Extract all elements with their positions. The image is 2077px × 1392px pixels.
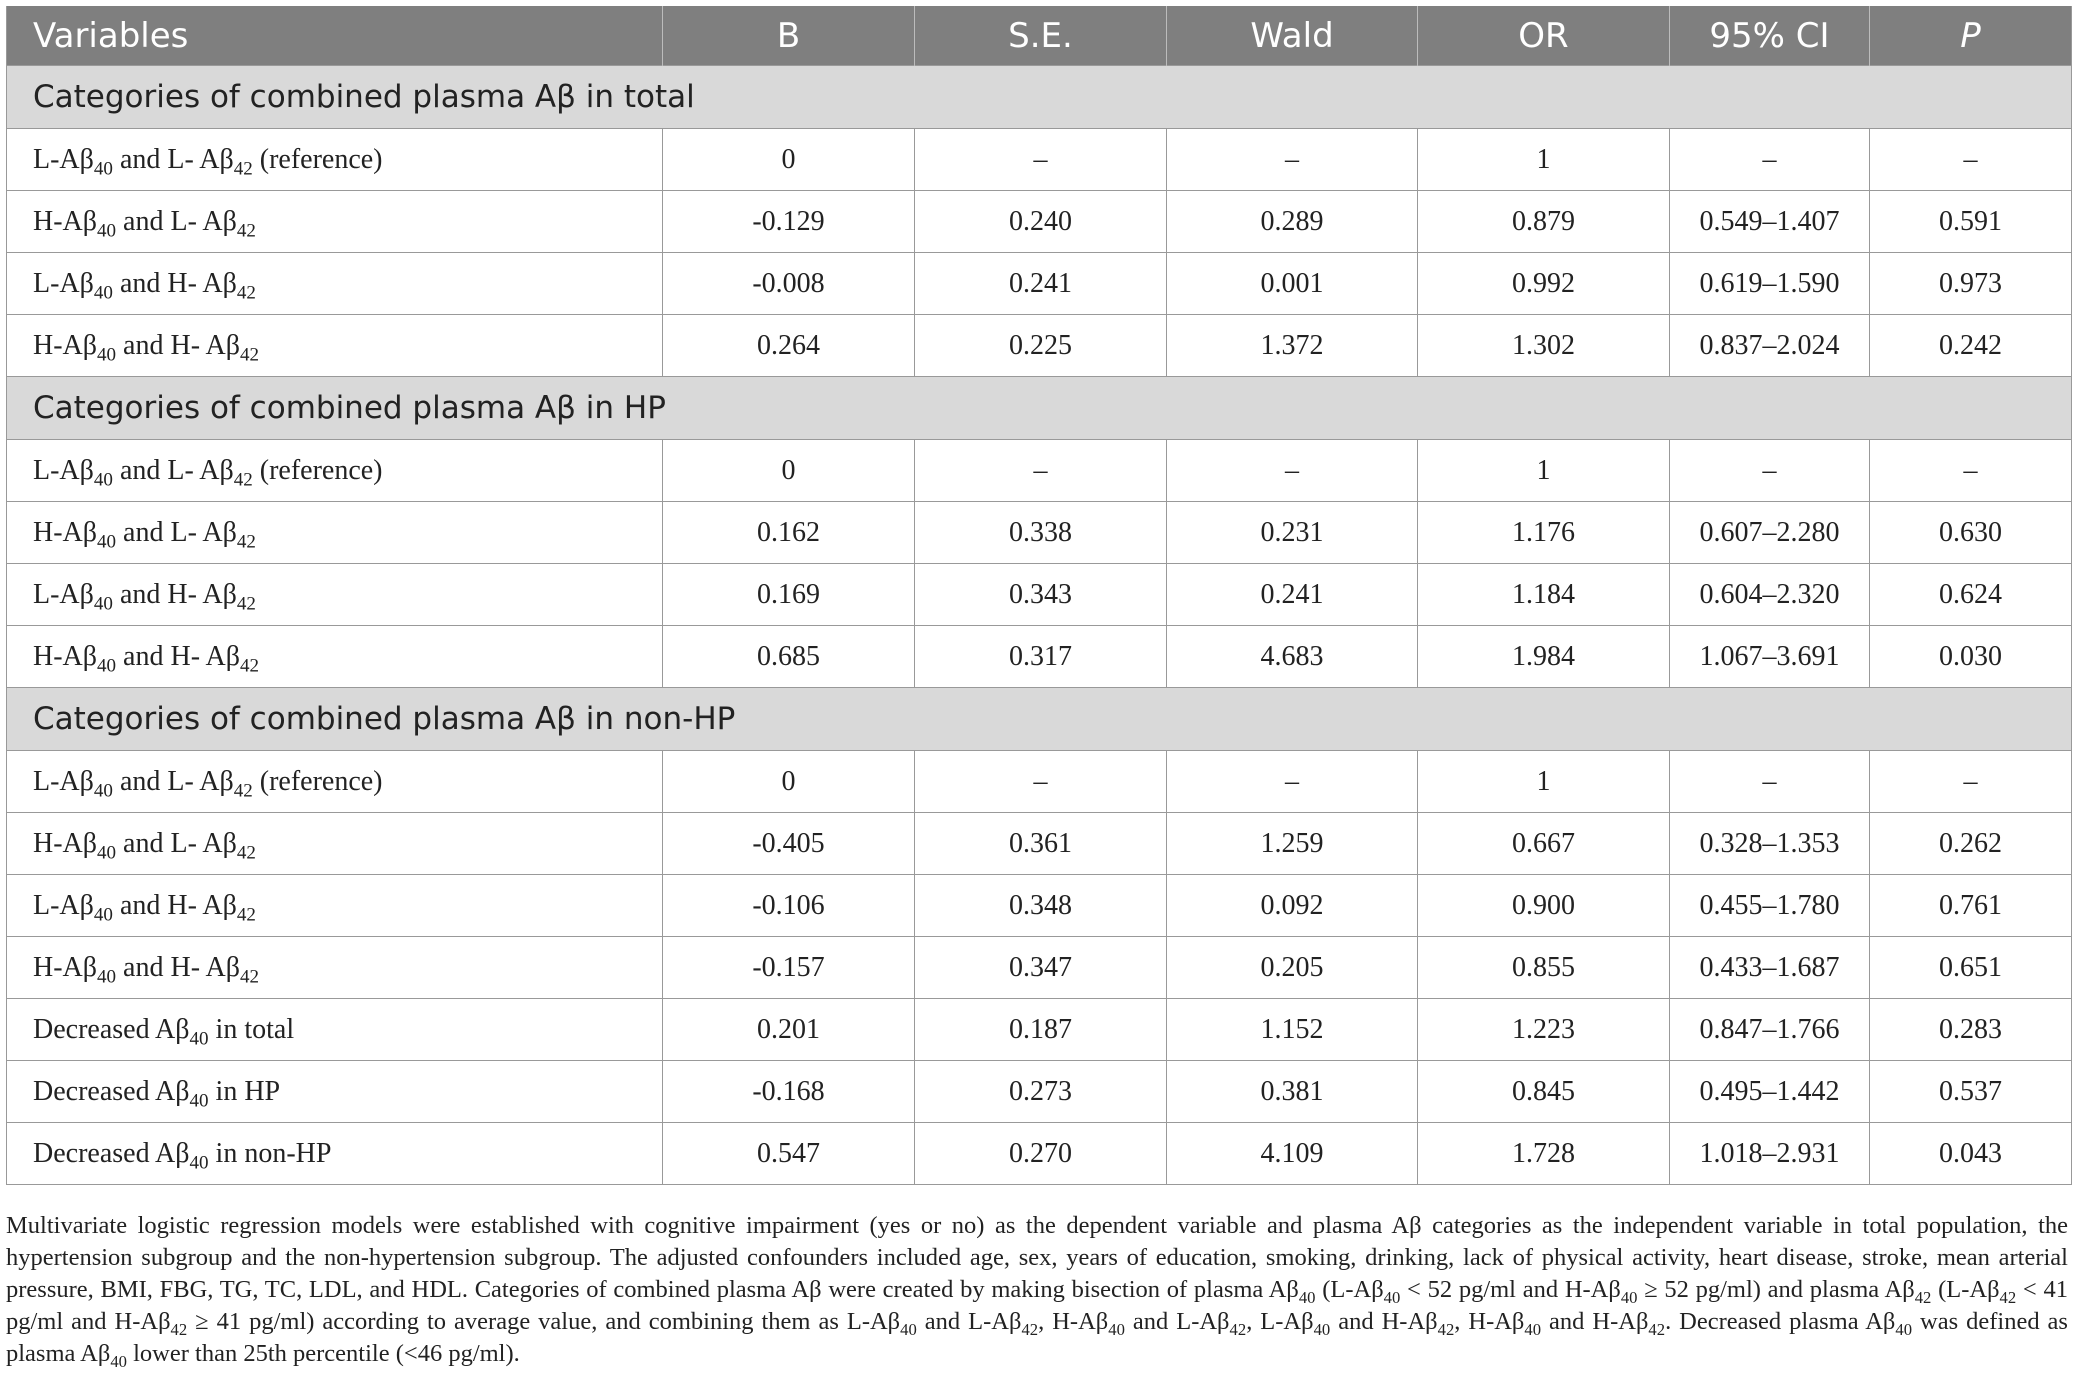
cell-ci: 0.495–1.442 — [1670, 1061, 1870, 1123]
section-title: Categories of combined plasma Aβ in HP — [7, 377, 2072, 440]
table-footnote — [6, 1210, 2068, 1370]
cell-wald: 4.109 — [1167, 1123, 1418, 1185]
table-row — [7, 1061, 2072, 1123]
cell-b: 0 — [663, 129, 915, 191]
footnote-text: (L-Aβ — [1315, 1276, 1384, 1303]
footnote-text: , L-Aβ — [1246, 1308, 1314, 1335]
label-text: (reference) — [252, 143, 383, 175]
cell-wald: 1.372 — [1167, 315, 1418, 377]
footnote-subscript: 40 — [1313, 1319, 1331, 1339]
variable-label — [7, 875, 663, 937]
label-text: and L- Aβ — [112, 454, 234, 486]
header-ci: 95% CI — [1670, 6, 1870, 66]
table-row — [7, 564, 2072, 626]
cell-b: 0.169 — [663, 564, 915, 626]
cell-b: 0.201 — [663, 999, 915, 1061]
table-row — [7, 1123, 2072, 1185]
footnote-subscript: 42 — [1021, 1319, 1039, 1339]
cell-se: 0.317 — [915, 626, 1167, 688]
label-text: H-Aβ — [33, 827, 98, 859]
variable-label — [7, 564, 663, 626]
cell-b: -0.157 — [663, 937, 915, 999]
section-row — [7, 66, 2072, 129]
cell-or: 0.992 — [1418, 253, 1670, 315]
cell-p: 0.262 — [1870, 813, 2072, 875]
cell-wald: 0.205 — [1167, 937, 1418, 999]
cell-wald: – — [1167, 751, 1418, 813]
subscript: 42 — [236, 593, 256, 615]
cell-ci: 0.607–2.280 — [1670, 502, 1870, 564]
table-row — [7, 626, 2072, 688]
cell-se: 0.338 — [915, 502, 1167, 564]
footnote-subscript: 42 — [170, 1319, 188, 1339]
regression-table-container — [6, 6, 2071, 1185]
cell-b: -0.008 — [663, 253, 915, 315]
cell-se: 0.348 — [915, 875, 1167, 937]
cell-b: -0.106 — [663, 875, 915, 937]
table-row — [7, 253, 2072, 315]
table-row — [7, 999, 2072, 1061]
cell-ci: 0.847–1.766 — [1670, 999, 1870, 1061]
cell-ci: – — [1670, 751, 1870, 813]
variable-label — [7, 751, 663, 813]
cell-or: 0.667 — [1418, 813, 1670, 875]
cell-wald: 0.001 — [1167, 253, 1418, 315]
footnote-text: and H-Aβ — [1541, 1308, 1649, 1335]
cell-p: 0.043 — [1870, 1123, 2072, 1185]
cell-ci: 0.837–2.024 — [1670, 315, 1870, 377]
footnote-subscript: 42 — [1229, 1319, 1247, 1339]
cell-or: 1.223 — [1418, 999, 1670, 1061]
table-row — [7, 937, 2072, 999]
cell-se: 0.240 — [915, 191, 1167, 253]
cell-p: 0.242 — [1870, 315, 2072, 377]
label-text: and L- Aβ — [116, 827, 237, 859]
label-text: L-Aβ — [33, 765, 94, 797]
cell-p: 0.030 — [1870, 626, 2072, 688]
subscript: 42 — [233, 469, 253, 491]
footnote-text: and L-Aβ — [1124, 1308, 1230, 1335]
cell-wald: 0.381 — [1167, 1061, 1418, 1123]
cell-p: 0.973 — [1870, 253, 2072, 315]
footnote-subscript: 40 — [900, 1319, 917, 1339]
cell-b: 0 — [663, 751, 915, 813]
cell-se: – — [915, 440, 1167, 502]
table-row — [7, 315, 2072, 377]
cell-p: 0.591 — [1870, 191, 2072, 253]
cell-b: 0 — [663, 440, 915, 502]
cell-wald: – — [1167, 129, 1418, 191]
label-text: in HP — [208, 1075, 281, 1107]
cell-or: 1.728 — [1418, 1123, 1670, 1185]
footnote-subscript: 40 — [1620, 1287, 1638, 1307]
subscript: 40 — [93, 158, 113, 180]
footnote-text: , H-Aβ — [1454, 1308, 1525, 1335]
cell-b: 0.547 — [663, 1123, 915, 1185]
variable-label — [7, 626, 663, 688]
subscript: 42 — [236, 531, 256, 553]
cell-or: 0.845 — [1418, 1061, 1670, 1123]
cell-p: 0.283 — [1870, 999, 2072, 1061]
header-row — [7, 6, 2072, 66]
variable-label — [7, 315, 663, 377]
cell-or: 1.984 — [1418, 626, 1670, 688]
footnote-subscript: 42 — [1914, 1287, 1932, 1307]
footnote-text: Multivariate logistic regression models were established with cognitive impairment (yes or no) as the dependent variable and plasma Aβ categories as the independent variable in total population, the hypertension subgroup and the non-hypertension subgroup. The adjusted confounders included age, sex, years of education, smoking, drinking, lack of physical activity, heart disease, stroke, mean arterial pressure, BMI, FBG, TG, TC, LDL, and HDL. Categories of combined plasma Aβ were created by making bisection of plasma Aβ — [6, 1212, 2068, 1303]
label-text: and H- Aβ — [116, 951, 240, 983]
variable-label — [7, 937, 663, 999]
footnote-text: < 41 pg/ml and H-Aβ — [6, 1276, 2068, 1335]
variable-label — [7, 999, 663, 1061]
regression-table — [6, 6, 2072, 1185]
cell-ci: 1.018–2.931 — [1670, 1123, 1870, 1185]
cell-wald: 1.152 — [1167, 999, 1418, 1061]
label-text: and H- Aβ — [112, 889, 237, 921]
footnote-text: and H-Aβ — [1330, 1308, 1438, 1335]
subscript: 40 — [97, 531, 117, 553]
cell-ci: – — [1670, 129, 1870, 191]
cell-se: 0.225 — [915, 315, 1167, 377]
header-variables: Variables — [7, 6, 663, 66]
label-text: H-Aβ — [33, 951, 98, 983]
section-row — [7, 377, 2072, 440]
footnote-text: < 52 pg/ml and H-Aβ — [1400, 1276, 1621, 1303]
subscript: 40 — [97, 655, 117, 677]
subscript: 42 — [236, 904, 256, 926]
footnote-text: ≥ 41 pg/ml) according to average value, and combining them as L-Aβ — [187, 1308, 901, 1335]
label-text: and H- Aβ — [112, 578, 237, 610]
cell-se: 0.270 — [915, 1123, 1167, 1185]
footnote-text: was defined as plasma Aβ — [6, 1308, 2068, 1367]
cell-b: 0.264 — [663, 315, 915, 377]
header-or: OR — [1418, 6, 1670, 66]
cell-wald: 0.231 — [1167, 502, 1418, 564]
footnote-text: . Decreased plasma Aβ — [1665, 1308, 1896, 1335]
header-wald: Wald — [1167, 6, 1418, 66]
subscript: 42 — [233, 158, 253, 180]
subscript: 40 — [97, 220, 117, 242]
label-text: in non-HP — [208, 1137, 332, 1169]
footnote-subscript: 40 — [110, 1351, 127, 1371]
table-row — [7, 813, 2072, 875]
variable-label — [7, 253, 663, 315]
subscript: 40 — [97, 344, 117, 366]
cell-p: 0.537 — [1870, 1061, 2072, 1123]
label-text: L-Aβ — [33, 454, 94, 486]
cell-se: 0.241 — [915, 253, 1167, 315]
footnote-subscript: 40 — [1895, 1319, 1913, 1339]
table-row — [7, 191, 2072, 253]
cell-wald: 0.241 — [1167, 564, 1418, 626]
footnote-subscript: 40 — [1383, 1287, 1401, 1307]
cell-p: 0.630 — [1870, 502, 2072, 564]
subscript: 40 — [93, 904, 113, 926]
cell-se: 0.361 — [915, 813, 1167, 875]
label-text: and L- Aβ — [112, 143, 234, 175]
label-text: and H- Aβ — [116, 640, 240, 672]
subscript: 42 — [239, 966, 259, 988]
cell-b: -0.168 — [663, 1061, 915, 1123]
header-b: B — [663, 6, 915, 66]
cell-or: 1.302 — [1418, 315, 1670, 377]
label-text: in total — [208, 1013, 295, 1045]
cell-ci: 0.455–1.780 — [1670, 875, 1870, 937]
cell-p: 0.761 — [1870, 875, 2072, 937]
cell-p: 0.651 — [1870, 937, 2072, 999]
subscript: 40 — [97, 842, 117, 864]
cell-ci: 0.604–2.320 — [1670, 564, 1870, 626]
cell-b: 0.685 — [663, 626, 915, 688]
header-se: S.E. — [915, 6, 1167, 66]
footnote-text: and L-Aβ — [916, 1308, 1022, 1335]
label-text: H-Aβ — [33, 640, 98, 672]
cell-ci: 0.549–1.407 — [1670, 191, 1870, 253]
label-text: H-Aβ — [33, 516, 98, 548]
subscript: 42 — [236, 220, 256, 242]
cell-se: 0.343 — [915, 564, 1167, 626]
cell-se: – — [915, 129, 1167, 191]
variable-label — [7, 440, 663, 502]
variable-label — [7, 129, 663, 191]
cell-ci: 0.433–1.687 — [1670, 937, 1870, 999]
cell-se: 0.187 — [915, 999, 1167, 1061]
subscript: 40 — [93, 780, 113, 802]
cell-p: – — [1870, 440, 2072, 502]
label-text: and H- Aβ — [116, 329, 240, 361]
subscript: 40 — [93, 282, 113, 304]
table-row — [7, 751, 2072, 813]
label-text: Decreased Aβ — [33, 1075, 190, 1107]
cell-or: 0.900 — [1418, 875, 1670, 937]
label-text: L-Aβ — [33, 267, 94, 299]
label-text: L-Aβ — [33, 143, 94, 175]
label-text: Decreased Aβ — [33, 1137, 190, 1169]
cell-se: – — [915, 751, 1167, 813]
cell-p: – — [1870, 129, 2072, 191]
section-title: Categories of combined plasma Aβ in total — [7, 66, 2072, 129]
label-text: L-Aβ — [33, 578, 94, 610]
subscript: 42 — [236, 842, 256, 864]
table-row — [7, 440, 2072, 502]
footnote-subscript: 40 — [1108, 1319, 1125, 1339]
subscript: 40 — [189, 1090, 209, 1112]
label-text: H-Aβ — [33, 329, 98, 361]
cell-or: 1 — [1418, 129, 1670, 191]
label-text: L-Aβ — [33, 889, 94, 921]
cell-or: 1.176 — [1418, 502, 1670, 564]
section-title: Categories of combined plasma Aβ in non-HP — [7, 688, 2072, 751]
cell-wald: 4.683 — [1167, 626, 1418, 688]
cell-ci: 1.067–3.691 — [1670, 626, 1870, 688]
cell-or: 1 — [1418, 440, 1670, 502]
label-text: and L- Aβ — [116, 205, 237, 237]
footnote-text: (L-Aβ — [1931, 1276, 2000, 1303]
cell-wald: 1.259 — [1167, 813, 1418, 875]
footnote-text: ≥ 52 pg/ml) and plasma Aβ — [1637, 1276, 1915, 1303]
label-text: and H- Aβ — [112, 267, 237, 299]
subscript: 42 — [233, 780, 253, 802]
cell-b: 0.162 — [663, 502, 915, 564]
cell-ci: – — [1670, 440, 1870, 502]
subscript: 40 — [189, 1028, 209, 1050]
table-row — [7, 875, 2072, 937]
cell-ci: 0.328–1.353 — [1670, 813, 1870, 875]
cell-wald: 0.289 — [1167, 191, 1418, 253]
label-text: and L- Aβ — [112, 765, 234, 797]
subscript: 42 — [236, 282, 256, 304]
cell-b: -0.129 — [663, 191, 915, 253]
subscript: 42 — [239, 344, 259, 366]
table-row — [7, 129, 2072, 191]
variable-label — [7, 813, 663, 875]
subscript: 40 — [93, 593, 113, 615]
subscript: 40 — [97, 966, 117, 988]
cell-se: 0.273 — [915, 1061, 1167, 1123]
label-text: Decreased Aβ — [33, 1013, 190, 1045]
cell-b: -0.405 — [663, 813, 915, 875]
cell-p: – — [1870, 751, 2072, 813]
variable-label — [7, 1123, 663, 1185]
label-text: (reference) — [252, 765, 383, 797]
subscript: 42 — [239, 655, 259, 677]
cell-p: 0.624 — [1870, 564, 2072, 626]
cell-or: 1.184 — [1418, 564, 1670, 626]
cell-ci: 0.619–1.590 — [1670, 253, 1870, 315]
variable-label — [7, 502, 663, 564]
cell-or: 0.855 — [1418, 937, 1670, 999]
subscript: 40 — [189, 1152, 209, 1174]
variable-label — [7, 1061, 663, 1123]
footnote-subscript: 42 — [1999, 1287, 2017, 1307]
cell-wald: 0.092 — [1167, 875, 1418, 937]
variable-label — [7, 191, 663, 253]
footnote-subscript: 42 — [1648, 1319, 1666, 1339]
label-text: and L- Aβ — [116, 516, 237, 548]
footnote-subscript: 42 — [1437, 1319, 1455, 1339]
subscript: 40 — [93, 469, 113, 491]
section-row — [7, 688, 2072, 751]
cell-or: 1 — [1418, 751, 1670, 813]
cell-se: 0.347 — [915, 937, 1167, 999]
header-p: P — [1870, 6, 2072, 66]
label-text: (reference) — [252, 454, 383, 486]
footnote-subscript: 40 — [1298, 1287, 1316, 1307]
label-text: H-Aβ — [33, 205, 98, 237]
cell-wald: – — [1167, 440, 1418, 502]
footnote-text: , H-Aβ — [1038, 1308, 1109, 1335]
table-row — [7, 502, 2072, 564]
footnote-subscript: 40 — [1524, 1319, 1542, 1339]
table-body — [7, 66, 2072, 1185]
footnote-text: lower than 25th percentile (<46 pg/ml). — [127, 1340, 520, 1367]
cell-or: 0.879 — [1418, 191, 1670, 253]
